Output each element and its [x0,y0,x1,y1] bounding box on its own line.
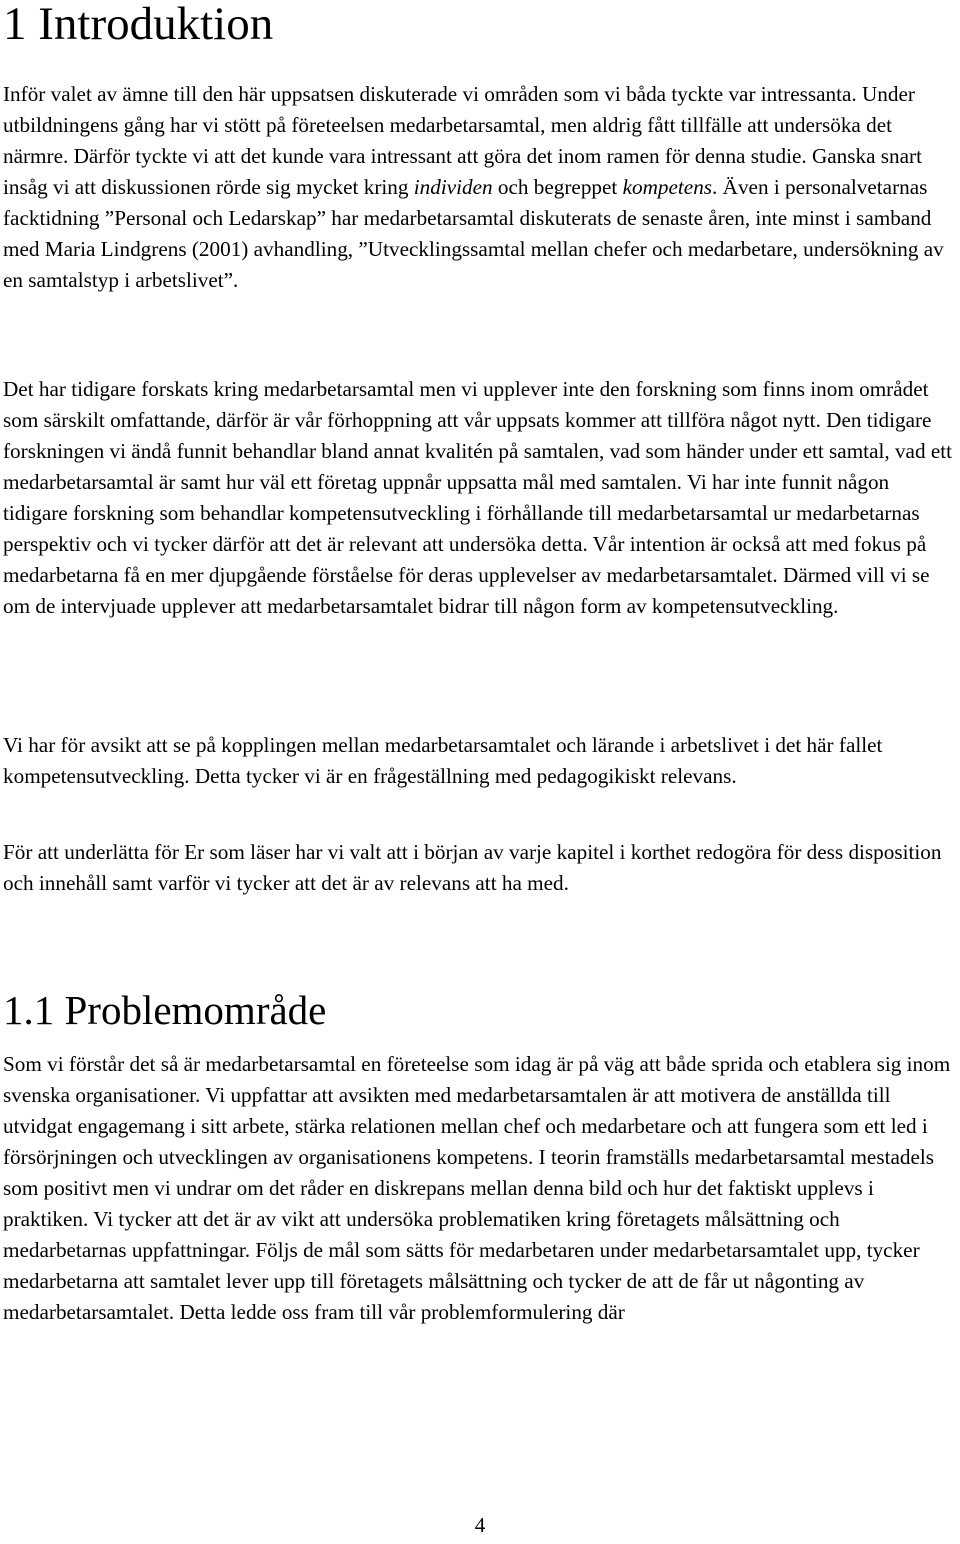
section-heading: 1 Introduktion [3,0,274,50]
intro-paragraph-2: Det har tidigare forskats kring medarbetarsamtal men vi upplever inte den forskning som finns inom området som särskilt omfattande, därför är vår förhoppning att vår uppsats kommer att tillföra något nytt. Den tidigare forskningen vi ändå funnit behandlar bland annat kvalitén på samtalen, vad som händer under ett samtal, vad ett medarbetarsamtal är samt hur väl ett företag uppnår uppsatta mål med samtalen. Vi har inte funnit någon tidigare forskning som behandlar kompetensutveckling i förhållande till medarbetarsamtal ur medarbetarnas perspektiv och vi tycker därför att det är relevant att undersöka detta. Vår intention är också att med fokus på medarbetarna få en mer djupgående förståelse för deras upplevelser av medarbetarsamtalet. Därmed vill vi se om de intervjuade upplever att medarbetarsamtalet bidrar till någon form av kompetensutveckling. [3,377,953,618]
intro-p1-text-c: . Även i personalvetarnas facktidning ”Personal och Ledarskap” har medarbetarsamtal diskuterats de senaste åren, inte minst i samband med Maria Lindgrens (2001) avhandling, ”Utvecklingssamtal mellan chefer och medarbetare, undersökning av en samtalstyp i arbetslivet”. [3,175,944,292]
intro-p1-emphasis-kompetens: kompetens [622,175,713,199]
intro-p1-text-a: Inför valet av ämne till den här uppsatsen diskuterade vi områden som vi båda tyckte var intressanta. Under utbildningens gång har vi stött på företeelsen medarbetarsamtal, men aldrig fått tillfälle att undersöka det närmre. Därför tyckte vi att det kunde vara intressant att göra det inom ramen för denna studie. Ganska snart insåg vi att diskussionen rörde sig mycket kring [3,82,922,199]
intro-paragraph-1 [3,79,959,296]
subsection-heading: 1.1 Problemområde [3,987,327,1033]
intro-p1-text-b: och begreppet [497,175,618,199]
page-number: 4 [474,1513,486,1537]
intro-p1-emphasis-individen: individen [413,175,493,199]
intro-paragraph-4: För att underlätta för Er som läser har vi valt att i början av varje kapitel i korthet redogöra för dess disposition och innehåll samt varför vi tycker att det är av relevans att ha med. [3,840,942,895]
intro-paragraph-3: Vi har för avsikt att se på kopplingen mellan medarbetarsamtalet och lärande i arbetslivet i det här fallet kompetensutveckling. Detta tycker vi är en frågeställning med pedagogikiskt relevans. [3,733,883,788]
problem-paragraph-1: Som vi förstår det så är medarbetarsamtal en företeelse som idag är på väg att både sprida och etablera sig inom svenska organisationer. Vi uppfattar att avsikten med medarbetarsamtalen är att motivera de anställda till utvidgat engagemang i sitt arbete, stärka relationen mellan chef och medarbetare och att fungera som ett led i försörjningen och utvecklingen av organisationens kompetens. I teorin framställs medarbetarsamtal mestadels som positivt men vi undrar om det råder en diskrepans mellan denna bild och hur det faktiskt upplevs i praktiken. Vi tycker att det är av vikt att undersöka problematiken kring företagets målsättning och medarbetarnas uppfattningar. Följs de mål som sätts för medarbetaren under medarbetarsamtalet upp, tycker medarbetarna att samtalet lever upp till företagets målsättning och tycker de att de får ut någonting av medarbetarsamtalet. Detta ledde oss fram till vår problemformulering där [3,1052,951,1324]
